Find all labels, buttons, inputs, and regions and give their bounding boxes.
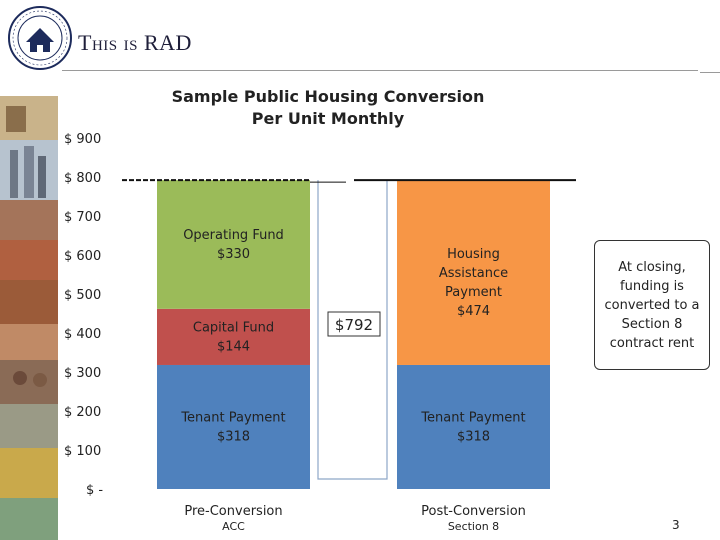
y-tick-label: $ 300 — [64, 366, 102, 381]
y-tick-label: $ 400 — [64, 327, 102, 342]
total-label: $792 — [334, 316, 374, 334]
y-tick-label: $ 600 — [64, 249, 102, 264]
x-category-sublabel: ACC — [222, 520, 245, 533]
segment-label: Housing Assistance Payment $474 — [438, 247, 509, 320]
bar-segment — [157, 365, 310, 489]
y-tick-label: $ 900 — [64, 132, 102, 147]
bar-segment — [157, 309, 310, 365]
segment-label: Tenant Payment $318 — [181, 410, 286, 445]
y-tick-label: $ 200 — [64, 405, 102, 420]
y-tick-label: $ 800 — [64, 171, 102, 186]
x-category-label: Post-Conversion — [421, 504, 526, 519]
segment-label: Operating Fund $330 — [183, 227, 284, 262]
segment-label: Capital Fund $144 — [192, 320, 275, 355]
callout-text: At closing, funding is converted to a Section 8 contract rent — [604, 259, 700, 351]
x-category-sublabel: Section 8 — [447, 520, 500, 533]
x-category-label: Pre-Conversion — [184, 504, 283, 519]
page-number: 3 — [672, 518, 680, 532]
y-tick-label: $ - — [86, 483, 104, 498]
y-tick-label: $ 100 — [64, 444, 102, 459]
callout-box — [594, 240, 710, 370]
y-tick-label: $ 700 — [64, 210, 102, 225]
y-tick-label: $ 500 — [64, 288, 102, 303]
slide-title: This is RAD — [78, 30, 192, 55]
segment-label: Tenant Payment $318 — [421, 410, 526, 445]
chart-title: Sample Public Housing Conversion Per Unit Monthly — [171, 87, 485, 128]
bar-segment — [397, 365, 550, 489]
bar-segment — [157, 180, 310, 309]
